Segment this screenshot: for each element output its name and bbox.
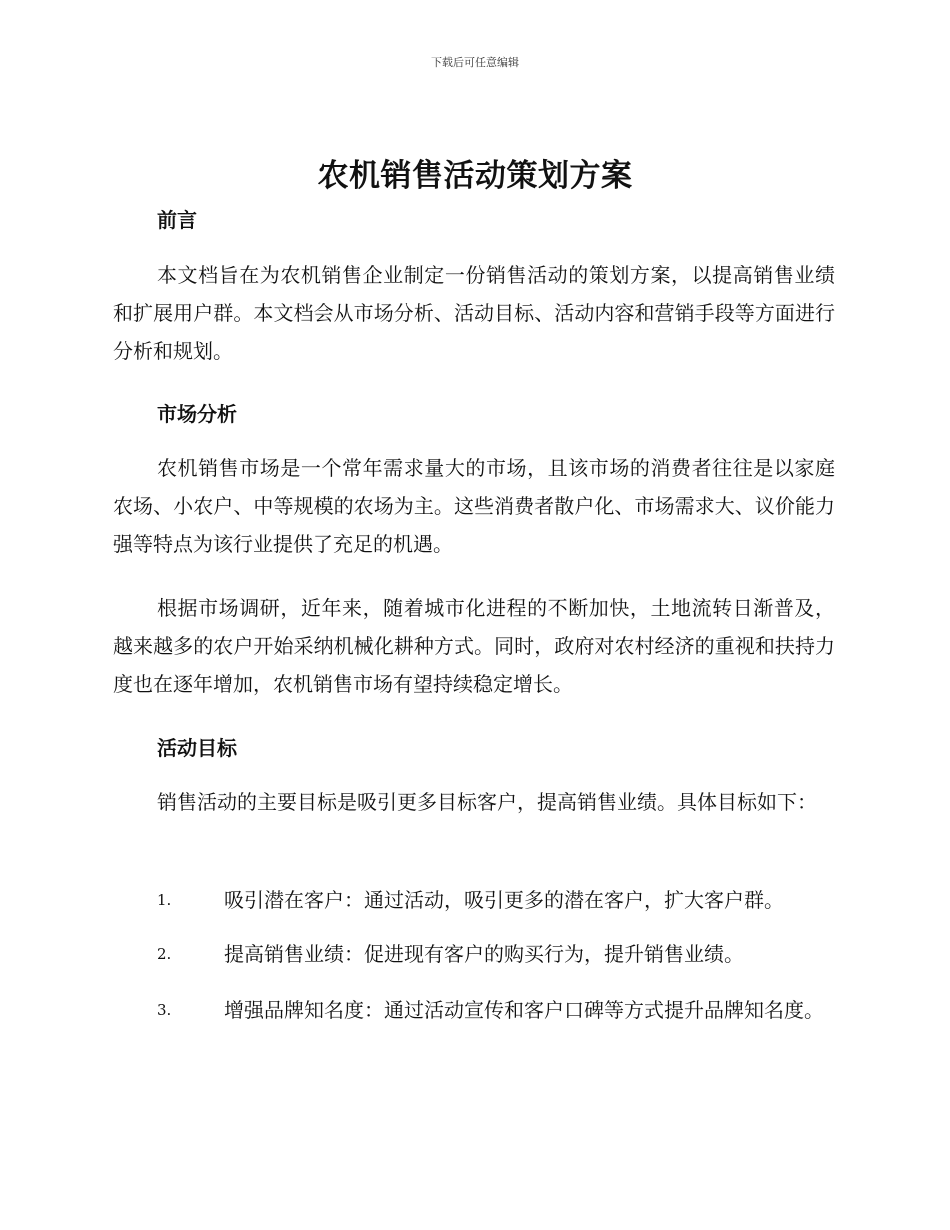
market-analysis-paragraph-1: 农机销售市场是一个常年需求量大的市场，且该市场的消费者往往是以家庭农场、小农户、中等规模的农场为主。这些消费者散户化、市场需求大、议价能力强等特点为该行业提供了充足的机遇。: [113, 456, 835, 556]
section-heading-preface: 前言: [157, 208, 197, 232]
list-text: 提高销售业绩：促进现有客户的购买行为，提升销售业绩。: [224, 942, 744, 966]
goal-list-item-1: [113, 881, 835, 919]
preface-paragraph: 本文档旨在为农机销售企业制定一份销售活动的策划方案，以提高销售业绩和扩展用户群。本文档会从市场分析、活动目标、活动内容和营销手段等方面进行分析和规划。: [113, 263, 835, 363]
goal-list-item-3: [113, 991, 835, 1029]
section-heading-market-analysis: 市场分析: [157, 402, 237, 426]
header-note: 下载后可任意编辑: [431, 56, 519, 69]
list-number: 3.: [157, 1001, 172, 1019]
market-analysis-paragraph-2: 根据市场调研，近年来，随着城市化进程的不断加快，土地流转日渐普及，越来越多的农户开始采纳机械化耕种方式。同时，政府对农村经济的重视和扶持力度也在逐年增加，农机销售市场有望持续稳定增长。: [113, 596, 835, 696]
activity-goals-paragraph: 销售活动的主要目标是吸引更多目标客户，提高销售业绩。具体目标如下：: [157, 790, 817, 814]
document-title: 农机销售活动策划方案: [317, 158, 633, 194]
list-text: 吸引潜在客户：通过活动，吸引更多的潜在客户，扩大客户群。: [224, 888, 784, 912]
list-text: 增强品牌知名度：通过活动宣传和客户口碑等方式提升品牌知名度。: [224, 998, 824, 1022]
goal-list-item-2: [113, 935, 835, 973]
list-number: 2.: [157, 945, 172, 963]
list-number: 1.: [157, 891, 172, 909]
section-heading-activity-goals: 活动目标: [157, 736, 237, 760]
